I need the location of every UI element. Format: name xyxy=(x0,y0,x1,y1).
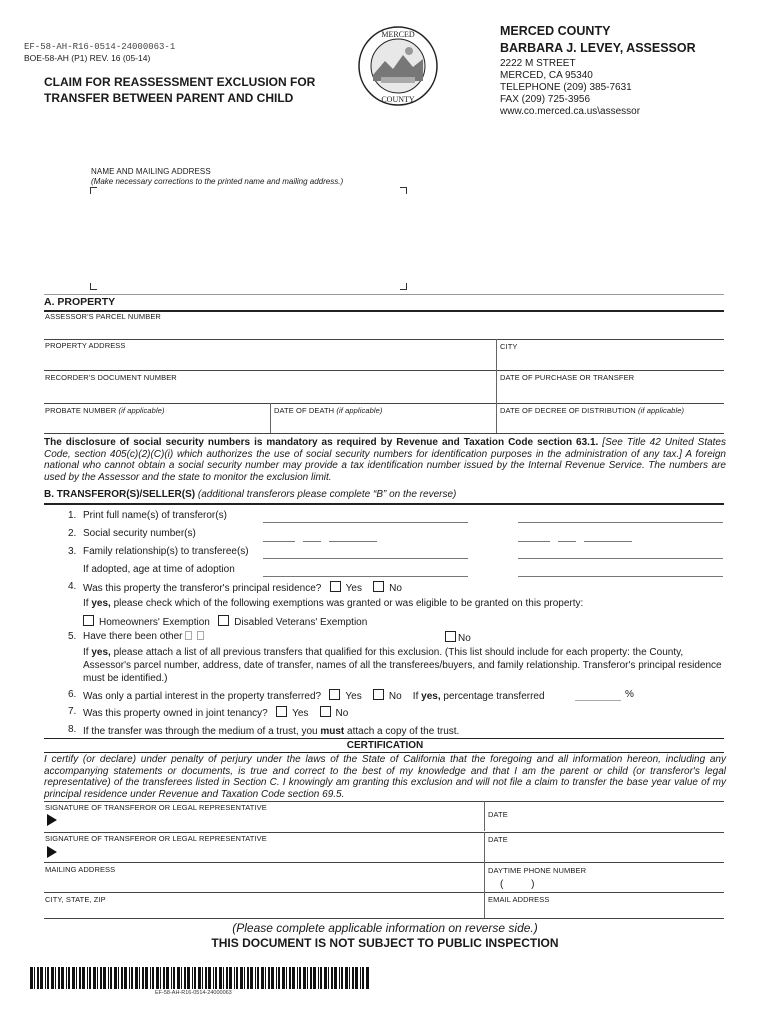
address-corner-tl xyxy=(90,187,97,194)
q7-yes-checkbox[interactable] xyxy=(276,706,287,717)
purchase-date-field[interactable] xyxy=(500,383,722,401)
q4-number: 4. xyxy=(68,581,77,592)
q5-yes-checkbox[interactable] xyxy=(185,631,192,640)
section-b-rule xyxy=(44,503,724,505)
divider xyxy=(496,370,497,403)
q7-row xyxy=(83,706,348,719)
date-2-label: DATE xyxy=(488,835,508,844)
ssn-1-part3-field[interactable] xyxy=(329,541,377,542)
q2-number: 2. xyxy=(68,528,77,539)
seal-text-bottom: COUNTY xyxy=(381,95,415,104)
address-corner-bl xyxy=(90,283,97,290)
q4-no-checkbox[interactable] xyxy=(373,581,384,592)
q6-no-checkbox[interactable] xyxy=(373,689,384,700)
signature-2-label: SIGNATURE OF TRANSFEROR OR LEGAL REPRESENTATIVE xyxy=(45,834,267,843)
ssn-2-part2-field[interactable] xyxy=(558,541,576,542)
q1-number: 1. xyxy=(68,510,77,521)
address-corner-br xyxy=(400,283,407,290)
mailing-note: (Make necessary corrections to the printed name and mailing address.) xyxy=(91,177,344,186)
assessor-website[interactable]: www.co.merced.ca.us\assessor xyxy=(500,106,641,117)
adoption-age-label: If adopted, age at time of adoption xyxy=(83,564,235,575)
q6-if: If xyxy=(412,691,422,702)
q7-yes-label: Yes xyxy=(292,708,309,719)
q1-label: Print full name(s) of transferor(s) xyxy=(83,510,227,521)
adoption-age-2-field[interactable] xyxy=(518,576,723,577)
divider xyxy=(44,918,724,919)
q5-no-row xyxy=(445,631,471,644)
q3-label: Family relationship(s) to transferee(s) xyxy=(83,546,249,557)
recorder-doc-field[interactable] xyxy=(45,383,493,401)
ssn-1-part2-field[interactable] xyxy=(303,541,321,542)
section-a-title: A. PROPERTY xyxy=(44,296,116,308)
death-date-field[interactable] xyxy=(274,416,492,432)
city-field[interactable] xyxy=(500,351,722,369)
q5-followup xyxy=(83,647,726,685)
date-1-label: DATE xyxy=(488,810,508,819)
q8-must: must xyxy=(320,726,345,737)
mailing-address-field[interactable] xyxy=(97,192,397,280)
signature-1-label: SIGNATURE OF TRANSFEROR OR LEGAL REPRESENTATIVE xyxy=(45,803,267,812)
q5-yes-checkbox-2[interactable] xyxy=(197,631,204,640)
form-id: EF-58-AH-R16-0514-24000063-1 xyxy=(24,42,176,52)
divider xyxy=(44,862,724,863)
transferor-name-2-field[interactable] xyxy=(518,522,723,523)
q5-label-text: Have there been other xyxy=(83,631,183,642)
form-revision: BOE-58-AH (P1) REV. 16 (05-14) xyxy=(24,53,151,63)
q2-label: Social security number(s) xyxy=(83,528,196,539)
probate-label-text: PROBATE NUMBER xyxy=(45,406,117,415)
disclosure-italic: [See Title 42 United States Code, section 405(c)(2)(C)(i) which authorizes the use of social security numbers for identification purposes in the administration of any tax.] A foreign national who cannot obtain a social security number may provide a tax identification number issued by the Internal Revenue Service. The numbers are used by the Assessor and the state to monitor the exclusion limit. xyxy=(44,437,726,483)
homeowners-exemption-checkbox[interactable] xyxy=(83,615,94,626)
divider xyxy=(44,339,724,340)
q7-number: 7. xyxy=(68,706,77,717)
q5-number: 5. xyxy=(68,631,77,642)
signature-1-field[interactable] xyxy=(62,812,480,830)
percent-sign: % xyxy=(625,689,634,700)
q6-if-yes: yes, xyxy=(421,691,441,702)
divider xyxy=(496,403,497,433)
sign-here-arrow-icon xyxy=(47,846,57,858)
phone-area-code: ( ) xyxy=(500,879,535,890)
divider xyxy=(44,294,724,295)
probate-number-field[interactable] xyxy=(45,416,267,432)
q7-label: Was this property owned in joint tenancy? xyxy=(83,708,268,719)
assessor-city: MERCED, CA 95340 xyxy=(500,70,593,81)
q4-no-label: No xyxy=(389,583,402,594)
death-label-text: DATE OF DEATH xyxy=(274,406,335,415)
divider xyxy=(484,862,485,892)
recorder-doc-label: RECORDER'S DOCUMENT NUMBER xyxy=(45,373,177,382)
probate-label xyxy=(45,406,165,415)
ssn-2-part3-field[interactable] xyxy=(584,541,632,542)
county-name: MERCED COUNTY xyxy=(500,24,611,38)
parcel-label: ASSESSOR'S PARCEL NUMBER xyxy=(45,312,161,321)
section-b-title-text: B. TRANSFEROR(S)/SELLER(S) xyxy=(44,489,196,500)
q7-no-checkbox[interactable] xyxy=(320,706,331,717)
divider xyxy=(44,738,724,739)
divider xyxy=(44,370,724,371)
decree-date-field[interactable] xyxy=(500,416,722,432)
veterans-exemption-checkbox[interactable] xyxy=(218,615,229,626)
q8-text-end: attach a copy of the trust. xyxy=(344,726,460,737)
property-address-label: PROPERTY ADDRESS xyxy=(45,341,126,350)
probate-note: (if applicable) xyxy=(118,406,165,415)
q4-followup xyxy=(83,598,583,609)
q5-if-yes: yes, xyxy=(91,647,111,658)
assessor-phone: TELEPHONE (209) 385-7631 xyxy=(500,82,632,93)
q6-yes-checkbox[interactable] xyxy=(329,689,340,700)
city-state-zip-field[interactable] xyxy=(45,905,481,917)
decree-note: (if applicable) xyxy=(637,406,685,415)
q6-yes-label: Yes xyxy=(345,691,362,702)
divider xyxy=(44,403,724,404)
percentage-field[interactable] xyxy=(575,700,621,701)
transferor-name-1-field[interactable] xyxy=(263,522,468,523)
q6-row xyxy=(83,689,545,702)
relationship-1-field[interactable] xyxy=(263,558,468,559)
county-seal-icon xyxy=(357,25,439,107)
not-public-notice: THIS DOCUMENT IS NOT SUBJECT TO PUBLIC INSPECTION xyxy=(211,936,559,950)
relationship-2-field[interactable] xyxy=(518,558,723,559)
certification-title: CERTIFICATION xyxy=(346,740,424,751)
q6-label: Was only a partial interest in the property transferred? xyxy=(83,691,322,702)
mailing-label: NAME AND MAILING ADDRESS xyxy=(91,167,211,176)
signature-2-field[interactable] xyxy=(62,844,480,862)
parcel-number-field[interactable] xyxy=(45,322,723,338)
exemption-row xyxy=(83,615,367,628)
divider xyxy=(44,752,724,753)
q6-no-label: No xyxy=(388,691,402,702)
q4-yes-checkbox[interactable] xyxy=(330,581,341,592)
certification-text: I certify (or declare) under penalty of perjury under the laws of the State of California that the foregoing and all information hereon, including any accompanying statements or documents, is true and correct to the best of my knowledge and that I am the parent or child (or transferor's legal representative) of the transferees listed in Section C. I knowingly am granting this exclusion and will not file a claim to transfer the base year value of my principal residence under Revenue and Taxation Code section 69.5. xyxy=(44,754,726,800)
death-date-label xyxy=(274,406,383,415)
mailing-address-label: MAILING ADDRESS xyxy=(45,865,116,874)
barcode-text: EF-58-AH-R16-0514-24000063 xyxy=(155,990,232,996)
divider xyxy=(484,892,485,918)
property-address-field[interactable] xyxy=(45,351,493,369)
decree-label-text: DATE OF DECREE OF DISTRIBUTION xyxy=(500,406,636,415)
q3-number: 3. xyxy=(68,546,77,557)
q4-row xyxy=(83,581,402,594)
disclosure-bold: The disclosure of social security numbers is mandatory as required by Revenue and Taxation Code section 63.1. xyxy=(44,437,599,448)
city-label: CITY xyxy=(500,342,518,351)
divider xyxy=(484,832,485,862)
ssn-1-part1-field[interactable] xyxy=(263,541,295,542)
form-title-line2: TRANSFER BETWEEN PARENT AND CHILD xyxy=(44,91,294,105)
sign-here-arrow-icon xyxy=(47,814,57,826)
divider xyxy=(44,433,724,434)
barcode-icon xyxy=(30,967,370,989)
divider xyxy=(44,832,724,833)
divider xyxy=(44,892,724,893)
q5-if: If xyxy=(83,647,92,658)
q5-text: please attach a list of all previous transfers that qualified for this exclusion. (This list should include for each property: the County, Assessor's parcel number, address, date of transfer, names of all the transferees/buyers, and family relationship. Transferor's principal residence must be identified.) xyxy=(83,647,722,684)
date-2-field[interactable] xyxy=(488,846,722,860)
q4-if-yes: yes, xyxy=(91,598,111,609)
phone-label: DAYTIME PHONE NUMBER xyxy=(488,866,587,875)
q5-no-checkbox[interactable] xyxy=(445,631,456,642)
email-field[interactable] xyxy=(488,905,722,917)
q6-number: 6. xyxy=(68,689,77,700)
q5-label xyxy=(83,631,209,642)
ssn-disclosure xyxy=(44,437,726,483)
date-1-field[interactable] xyxy=(488,820,722,831)
email-label: EMAIL ADDRESS xyxy=(488,895,550,904)
q4-if: If xyxy=(83,598,92,609)
q8-number: 8. xyxy=(68,724,77,735)
q6-percentage-label: percentage transferred xyxy=(440,691,545,702)
homeowners-exemption-label: Homeowners' Exemption xyxy=(99,617,210,628)
ssn-2-part1-field[interactable] xyxy=(518,541,550,542)
adoption-age-1-field[interactable] xyxy=(263,576,468,577)
section-b-note: (additional transferors please complete “B” on the reverse) xyxy=(197,489,457,500)
form-title-line1: CLAIM FOR REASSESSMENT EXCLUSION FOR xyxy=(44,75,316,89)
decree-date-label xyxy=(500,406,684,415)
phone-number-field[interactable] xyxy=(556,877,722,891)
q8-label xyxy=(83,726,459,737)
divider xyxy=(496,339,497,370)
reverse-side-note: (Please complete applicable information on reverse side.) xyxy=(232,921,538,935)
section-b-title xyxy=(44,489,456,500)
divider xyxy=(484,801,485,831)
q4-label: Was this property the transferor's principal residence? xyxy=(83,583,322,594)
death-note: (if applicable) xyxy=(336,406,383,415)
assessor-fax: FAX (209) 725-3956 xyxy=(500,94,591,105)
q4-if-text: please check which of the following exemptions was granted or was eligible to be granted on this property: xyxy=(110,598,584,609)
divider xyxy=(270,403,271,433)
address-corner-tr xyxy=(400,187,407,194)
q4-yes-label: Yes xyxy=(345,583,362,594)
veterans-exemption-label: Disabled Veterans' Exemption xyxy=(234,617,368,628)
seal-text-top: MERCED xyxy=(381,30,415,39)
city-state-zip-label: CITY, STATE, ZIP xyxy=(45,895,106,904)
mailing-address-input[interactable] xyxy=(45,875,481,891)
assessor-street: 2222 M STREET xyxy=(500,58,576,69)
q8-text: If the transfer was through the medium of a trust, you xyxy=(83,726,321,737)
q7-no-label: No xyxy=(335,708,349,719)
q5-no-label: No xyxy=(458,633,471,644)
divider xyxy=(44,801,724,802)
purchase-date-label: DATE OF PURCHASE OR TRANSFER xyxy=(500,373,635,382)
assessor-name: BARBARA J. LEVEY, ASSESSOR xyxy=(500,41,696,55)
